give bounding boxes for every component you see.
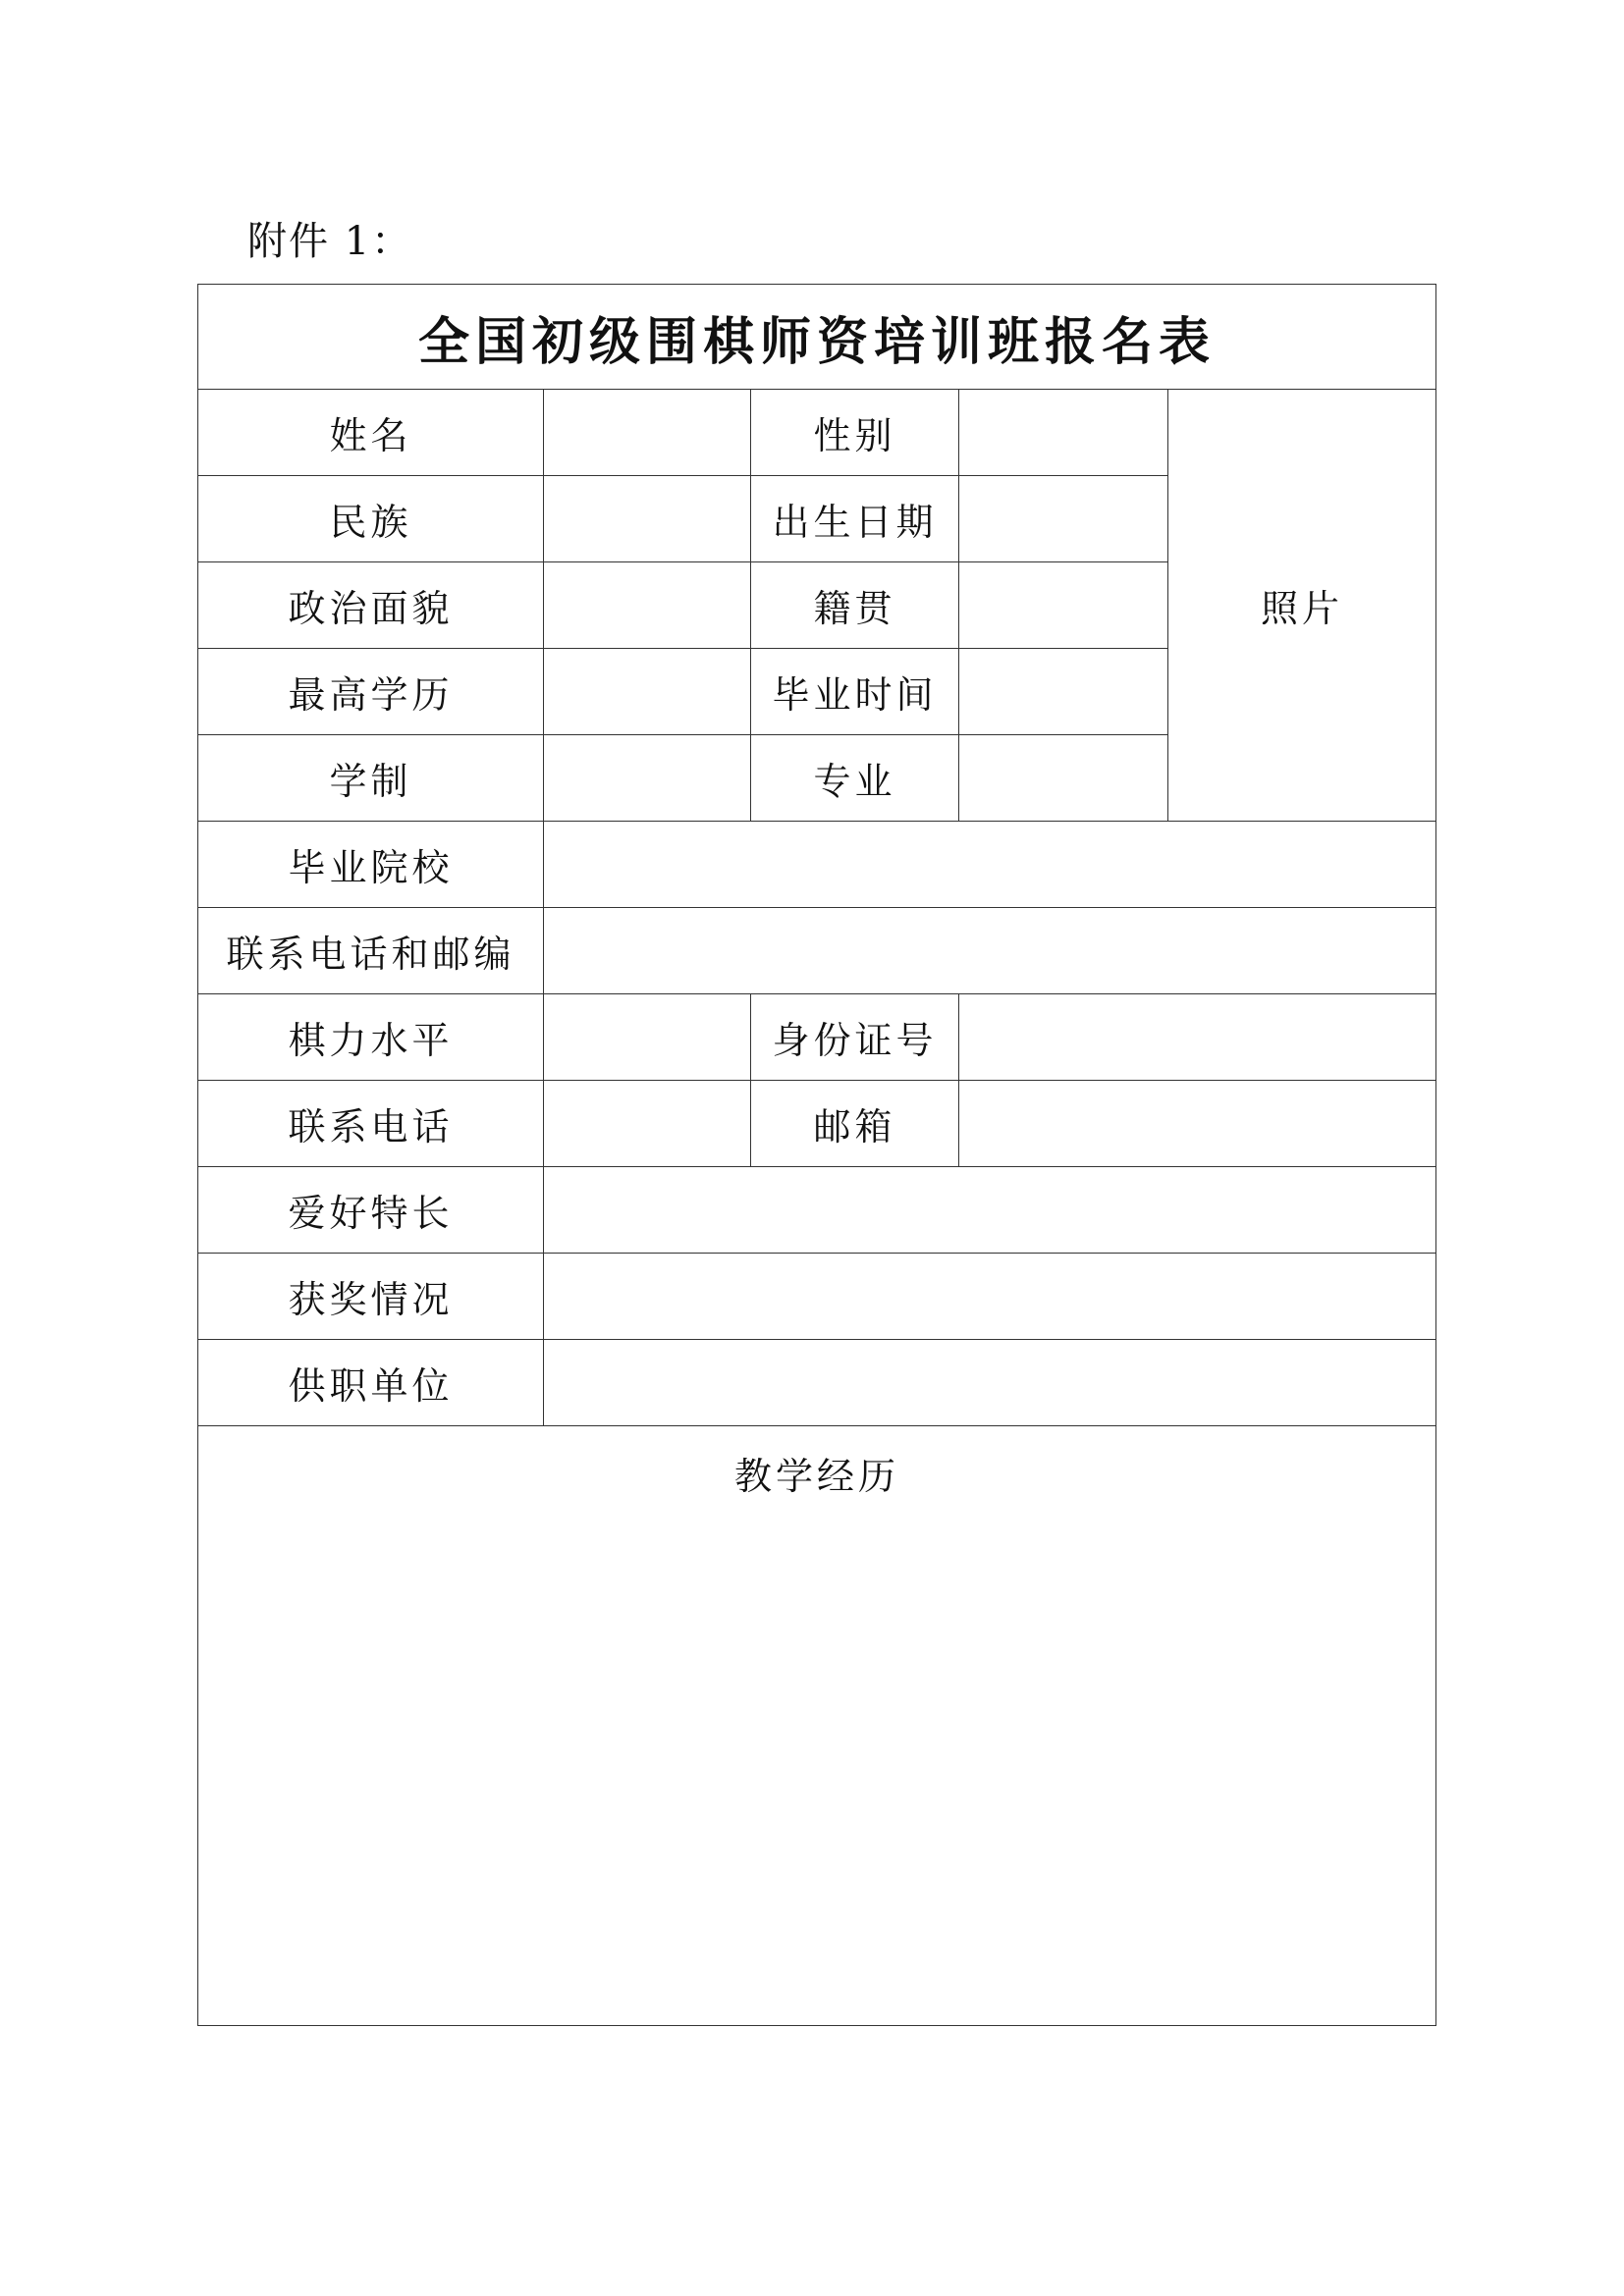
email-field[interactable] (959, 1081, 1436, 1167)
political-status-label: 政治面貌 (198, 562, 544, 649)
ethnicity-field[interactable] (544, 476, 751, 562)
go-level-field[interactable] (544, 994, 751, 1081)
title-row (198, 285, 1436, 390)
table-row (198, 390, 1436, 476)
employer-field[interactable] (544, 1340, 1436, 1426)
education-label: 最高学历 (198, 649, 544, 735)
native-place-field[interactable] (959, 562, 1168, 649)
name-field[interactable] (544, 390, 751, 476)
education-field[interactable] (544, 649, 751, 735)
schooling-length-label: 学制 (198, 735, 544, 822)
awards-label: 获奖情况 (198, 1254, 544, 1340)
table-row (198, 1081, 1436, 1167)
awards-field[interactable] (544, 1254, 1436, 1340)
phone-postcode-field[interactable] (544, 908, 1436, 994)
gender-field[interactable] (959, 390, 1168, 476)
go-level-label: 棋力水平 (198, 994, 544, 1081)
table-row (198, 1340, 1436, 1426)
phone-postcode-label: 联系电话和邮编 (198, 908, 544, 994)
political-status-field[interactable] (544, 562, 751, 649)
phone-label: 联系电话 (198, 1081, 544, 1167)
school-label: 毕业院校 (198, 822, 544, 908)
id-number-label: 身份证号 (751, 994, 959, 1081)
form-title: 全国初级围棋师资培训班报名表 (198, 285, 1436, 390)
email-label: 邮箱 (751, 1081, 959, 1167)
table-row (198, 822, 1436, 908)
school-field[interactable] (544, 822, 1436, 908)
registration-form-table (197, 284, 1436, 2026)
graduation-time-field[interactable] (959, 649, 1168, 735)
major-label: 专业 (751, 735, 959, 822)
name-label: 姓名 (198, 390, 544, 476)
birth-date-label: 出生日期 (751, 476, 959, 562)
major-field[interactable] (959, 735, 1168, 822)
table-row (198, 1426, 1436, 2026)
attachment-label: 附件 1： (247, 219, 413, 264)
table-row (198, 1254, 1436, 1340)
birth-date-field[interactable] (959, 476, 1168, 562)
native-place-label: 籍贯 (751, 562, 959, 649)
employer-label: 供职单位 (198, 1340, 544, 1426)
table-row (198, 1167, 1436, 1254)
id-number-field[interactable] (959, 994, 1436, 1081)
phone-field[interactable] (544, 1081, 751, 1167)
ethnicity-label: 民族 (198, 476, 544, 562)
photo-box[interactable]: 照片 (1168, 390, 1436, 822)
hobbies-label: 爱好特长 (198, 1167, 544, 1254)
teaching-experience-box[interactable]: 教学经历 (198, 1426, 1436, 2026)
schooling-length-field[interactable] (544, 735, 751, 822)
table-row (198, 908, 1436, 994)
gender-label: 性别 (751, 390, 959, 476)
hobbies-field[interactable] (544, 1167, 1436, 1254)
table-row (198, 994, 1436, 1081)
graduation-time-label: 毕业时间 (751, 649, 959, 735)
